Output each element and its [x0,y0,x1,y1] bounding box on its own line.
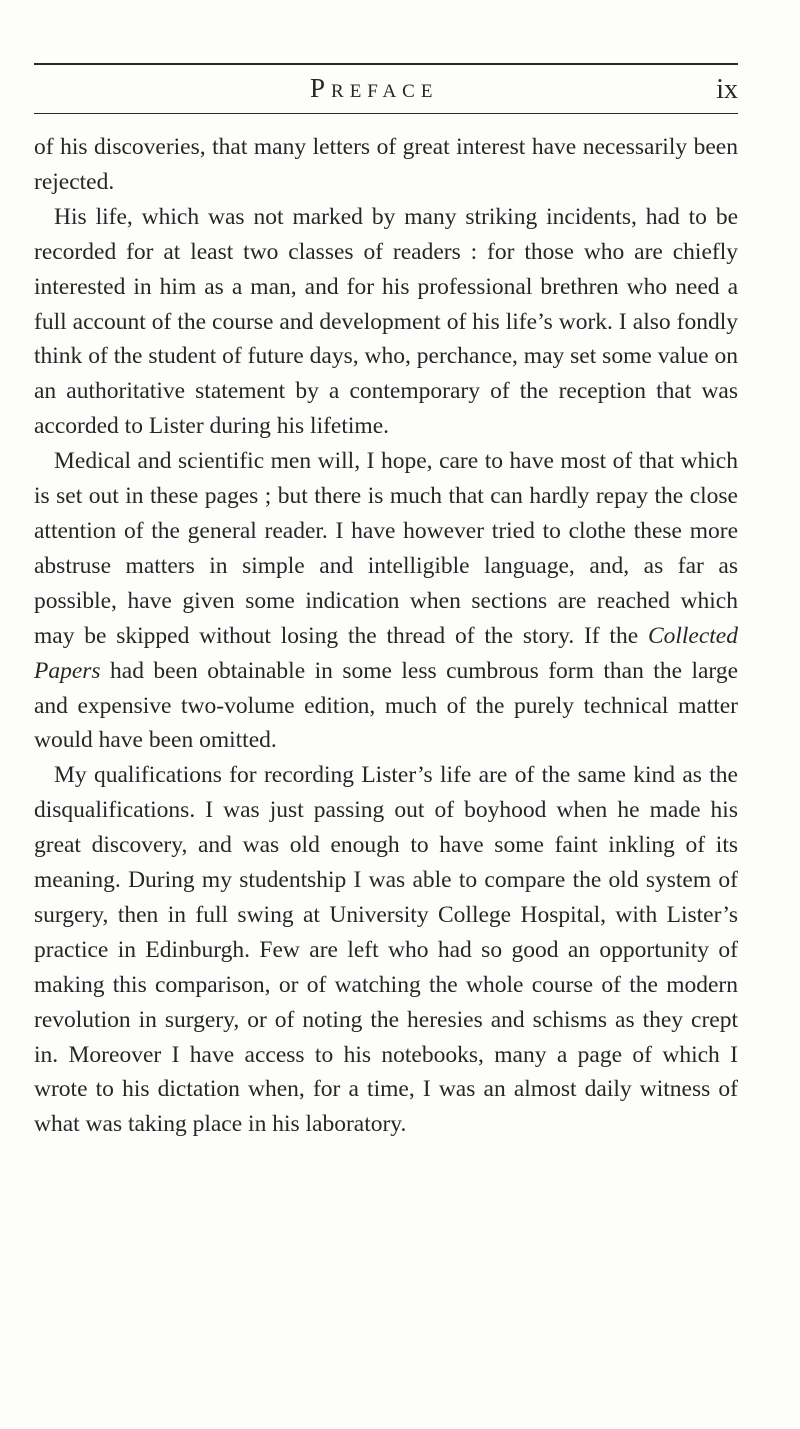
paragraph: His life, which was not marked by many striking incidents, had to be recorded for at least two classes of readers : for those who are chiefly interested in him as a man, and for his professional brethren who need a full account of the course and development of his life’s work. I also fondly think of the student of future days, who, perchance, may set some value on an authoritative statement by a contemporary of the reception that was accorded to Lister during his lifetime. [34,203,738,440]
header-rule-bottom [34,113,738,114]
page-number: ix [716,74,738,105]
paragraph-text: had been obtainable in some less cumbrous form than the large and expensive two-volume edition, much of the purely technical matter would have been omitted. [34,657,738,754]
book-title: Collected Papers [34,622,738,684]
header-rule-top [34,63,738,65]
paragraph-text: Medical and scientific men will, I hope, care to have most of that which is set out in these pages ; but there is much that can hardly repay the close attention of the general reader. I have however tried to clothe these more abstruse matters in simple and intelligible language, and, as far as possible, have given some indication when sections are reached which may be skipped without losing the thread of the story. If the [34,448,738,649]
paragraph [34,444,738,758]
running-head [34,72,738,108]
paragraph-continued: of his discoveries, that many letters of great interest have necessarily been rejected. [34,134,738,195]
running-title: Preface [310,73,439,103]
body-text [34,130,738,1142]
paragraph: My qualifications for recording Lister’s life are of the same kind as the disqualifications. I was just passing out of boyhood when he made his great discovery, and was old enough to have some faint inkling of its meaning. During my studentship I was able to compare the old system of surgery, then in full swing at University College Hospital, with Lister’s practice in Edinburgh. Few are left who had so good an opportunity of making this comparison, or of watching the whole course of the modern revolution in surgery, or of noting the heresies and schisms as they crept in. Moreover I have access to his notebooks, many a page of which I wrote to his dictation when, for a time, I was an almost daily witness of what was taking place in his laboratory. [34,762,738,1138]
